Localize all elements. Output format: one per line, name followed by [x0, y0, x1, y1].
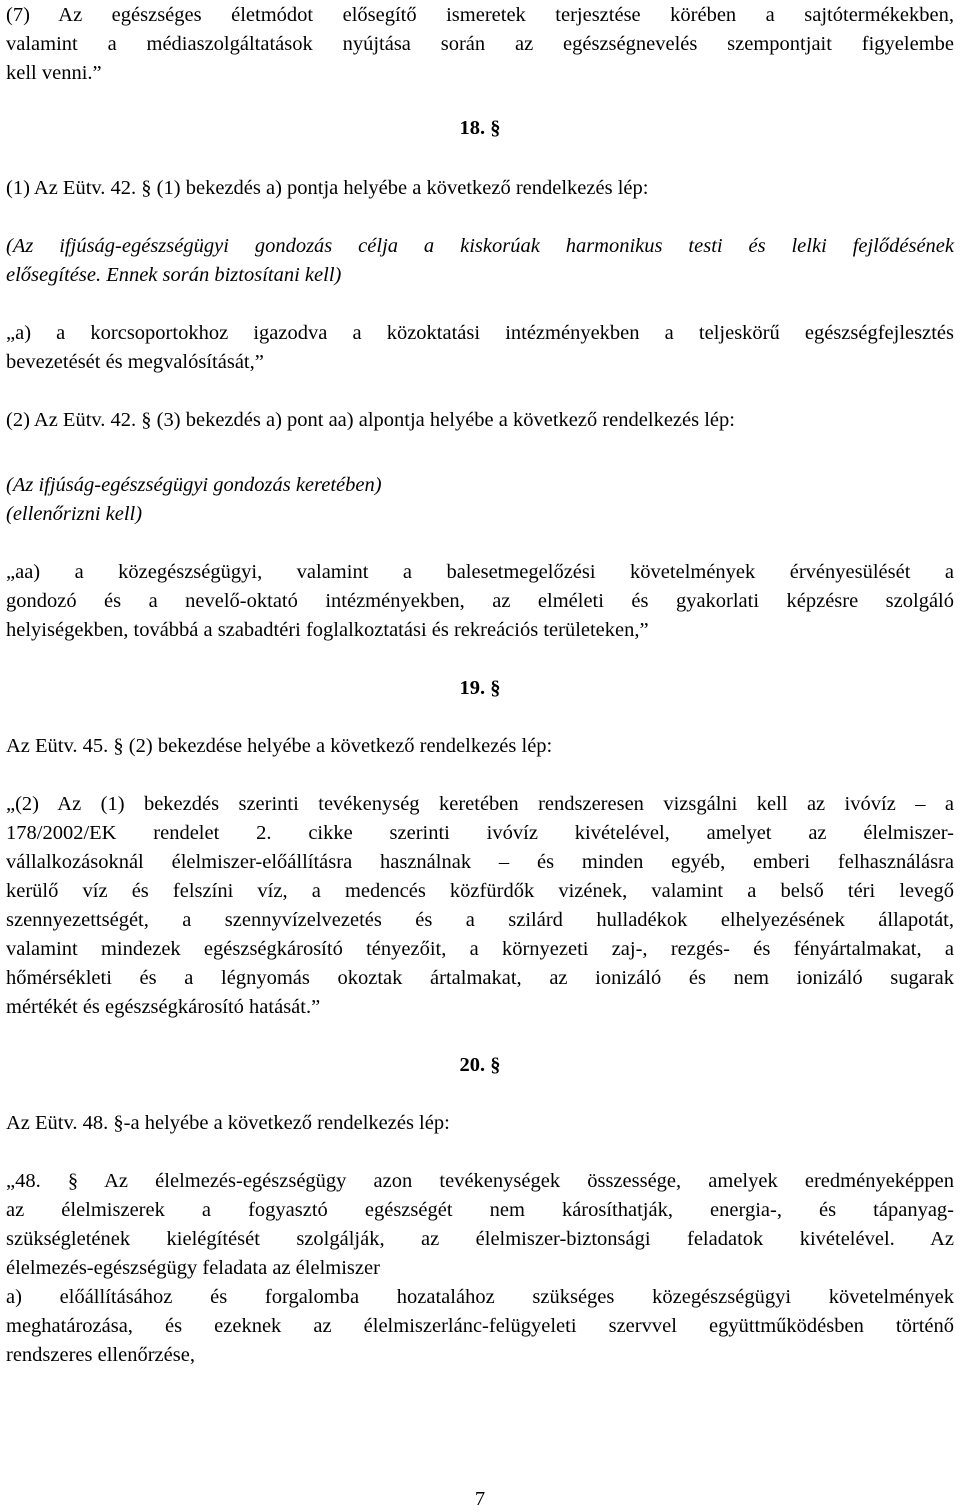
section-20-text-line-1: „48. § Az élelmezés-egészségügy azon tevékenységek összessége, amelyek eredményeképpen	[6, 1170, 954, 1192]
section-19-text-line-6: valamint mindezek egészségkárosító tényezőit, a környezeti zaj-, rezgés- és fényártalmakat, a	[6, 938, 954, 960]
section-18-quote-1-line-1: (Az ifjúság-egészségügyi gondozás célja a kiskorúak harmonikus testi és lelki fejlődésének	[6, 235, 954, 257]
section-19-text-line-2: 178/2002/EK rendelet 2. cikke szerinti ivóvíz kivételével, amelyet az élelmiszer-	[6, 822, 954, 844]
section-18-text-1-line-1: „a) a korcsoportokhoz igazodva a közoktatási intézményekben a teljeskörű egészségfejlesztés	[6, 322, 954, 344]
section-19-text-line-7: hőmérsékleti és a légnyomás okoztak ártalmakat, az ionizáló és nem ionizáló sugarak	[6, 967, 954, 989]
section-20-text-line-2: az élelmiszerek a fogyasztó egészségét nem károsíthatják, energia-, és tápanyag-	[6, 1199, 954, 1221]
section-20-heading: 20. §	[459, 1054, 501, 1076]
section-20-text-line-6: meghatározása, és ezeknek az élelmiszerlánc-felügyeleti szervvel együttműködésben történő	[6, 1315, 954, 1337]
section-20-text-line-7: rendszeres ellenőrzése,	[6, 1344, 195, 1366]
section-19-text-line-3: vállalkozásoknál élelmiszer-előállításra használnak – és minden egyéb, emberi felhasználásra	[6, 851, 954, 873]
section-18-text-2-line-1: „aa) a közegészségügyi, valamint a balesetmegelőzési követelmények érvényesülését a	[6, 561, 954, 583]
section-19-text-line-5: szennyezettségét, a szennyvízelvezetés és a szilárd hulladékok elhelyezésének állapotát,	[6, 909, 954, 931]
section-18-intro-2: (2) Az Eütv. 42. § (3) bekezdés a) pont aa) alpontja helyébe a következő rendelkezés lép:	[6, 409, 735, 431]
section-18-intro-1: (1) Az Eütv. 42. § (1) bekezdés a) pontja helyébe a következő rendelkezés lép:	[6, 177, 649, 199]
section-19-heading: 19. §	[459, 677, 501, 699]
section-19-text-line-8: mértékét és egészségkárosító hatását.”	[6, 996, 321, 1018]
section-19-text-line-1: „(2) Az (1) bekezdés szerinti tevékenység keretében rendszeresen vizsgálni kell az ivóvíz – a	[6, 793, 954, 815]
section-18-quote-2-line-1: (Az ifjúság-egészségügyi gondozás keretében)	[6, 474, 382, 496]
section-18-text-1-line-2: bevezetését és megvalósítását,”	[6, 351, 264, 373]
section-18-text-2-line-2: gondozó és a nevelő-oktató intézményekben, az elméleti és gyakorlati képzésre szolgáló	[6, 590, 954, 612]
section-20-text-line-5: a) előállításához és forgalomba hozatalához szükséges közegészségügyi követelmények	[6, 1286, 954, 1308]
section-18-quote-1-line-2: elősegítése. Ennek során biztosítani kell)	[6, 264, 342, 286]
page-number: 7	[474, 1488, 486, 1510]
paragraph-7-line-3: kell venni.”	[6, 62, 102, 84]
section-20-text-line-4: élelmezés-egészségügy feladata az élelmiszer	[6, 1257, 380, 1279]
section-20-text-line-3: szükségletének kielégítését szolgálják, az élelmiszer-biztonsági feladatok kivételével. Az	[6, 1228, 954, 1250]
section-19-text-line-4: kerülő víz és felszíni víz, a medencés közfürdők vizének, valamint a belső téri levegő	[6, 880, 954, 902]
section-18-heading: 18. §	[459, 117, 501, 139]
paragraph-7-line-1: (7) Az egészséges életmódot elősegítő ismeretek terjesztése körében a sajtótermékekben,	[6, 4, 954, 26]
section-20-intro: Az Eütv. 48. §-a helyébe a következő rendelkezés lép:	[6, 1112, 450, 1134]
section-19-intro: Az Eütv. 45. § (2) bekezdése helyébe a következő rendelkezés lép:	[6, 735, 553, 757]
paragraph-7-line-2: valamint a médiaszolgáltatások nyújtása során az egészségnevelés szempontjait figyelembe	[6, 33, 954, 55]
section-18-quote-2-line-2: (ellenőrizni kell)	[6, 503, 143, 525]
section-18-text-2-line-3: helyiségekben, továbbá a szabadtéri foglalkoztatási és rekreációs területeken,”	[6, 619, 649, 641]
